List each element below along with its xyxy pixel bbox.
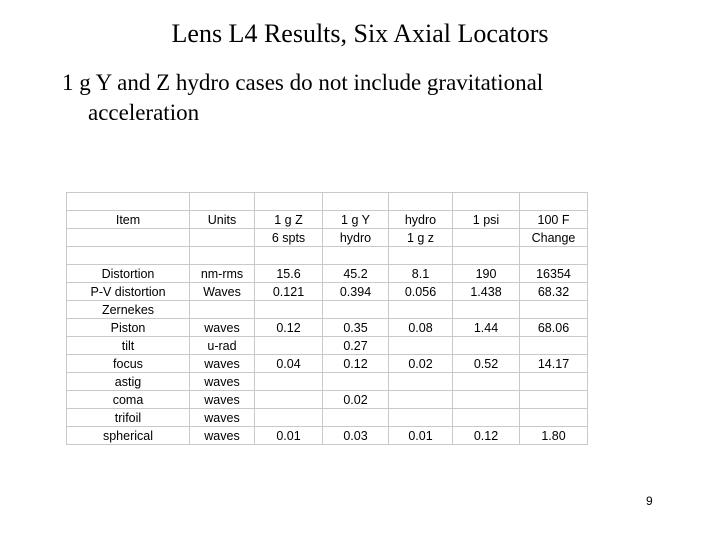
header-row (67, 211, 588, 229)
units-cell (190, 247, 255, 265)
item-cell: focus (67, 355, 190, 373)
value-cell (520, 247, 588, 265)
value-cell: 0.35 (323, 319, 389, 337)
value-cell: 16354 (520, 265, 588, 283)
results-table (66, 192, 588, 445)
units-cell: waves (190, 373, 255, 391)
item-cell: P-V distortion (67, 283, 190, 301)
units-cell: nm-rms (190, 265, 255, 283)
value-cell (453, 391, 520, 409)
empty-cell (255, 193, 323, 211)
value-cell (520, 391, 588, 409)
value-cell: 0.08 (389, 319, 453, 337)
empty-cell (389, 193, 453, 211)
units-cell: waves (190, 427, 255, 445)
value-cell (520, 409, 588, 427)
item-cell (67, 247, 190, 265)
item-cell: Distortion (67, 265, 190, 283)
value-cell (453, 301, 520, 319)
value-cell (323, 247, 389, 265)
value-cell (453, 409, 520, 427)
value-cell (389, 373, 453, 391)
value-cell: 15.6 (255, 265, 323, 283)
value-cell (255, 337, 323, 355)
value-cell (389, 301, 453, 319)
value-cell (255, 301, 323, 319)
table-row (67, 355, 588, 373)
empty-cell (67, 193, 190, 211)
units-cell: waves (190, 355, 255, 373)
value-cell: 0.52 (453, 355, 520, 373)
value-cell: 0.27 (323, 337, 389, 355)
value-cell: 0.02 (323, 391, 389, 409)
value-cell (389, 337, 453, 355)
value-cell (323, 301, 389, 319)
bullet-line-2: acceleration (88, 100, 200, 125)
value-cell (255, 409, 323, 427)
value-cell: 0.056 (389, 283, 453, 301)
value-cell: 0.02 (389, 355, 453, 373)
units-cell: Units (190, 211, 255, 229)
spacer-row (67, 193, 588, 211)
value-cell: 1.44 (453, 319, 520, 337)
value-cell: 14.17 (520, 355, 588, 373)
page-number: 9 (646, 494, 653, 508)
empty-cell (190, 193, 255, 211)
value-cell: hydro (323, 229, 389, 247)
value-cell (520, 373, 588, 391)
table-row (67, 427, 588, 445)
value-cell (520, 301, 588, 319)
table-row (67, 409, 588, 427)
value-cell: 1.80 (520, 427, 588, 445)
value-cell (255, 373, 323, 391)
value-cell: Change (520, 229, 588, 247)
value-cell: 0.394 (323, 283, 389, 301)
value-cell (453, 247, 520, 265)
slide-title: Lens L4 Results, Six Axial Locators (171, 19, 549, 48)
spacer-row (67, 247, 588, 265)
value-cell: 0.03 (323, 427, 389, 445)
value-cell (255, 391, 323, 409)
item-cell: coma (67, 391, 190, 409)
item-cell: tilt (67, 337, 190, 355)
value-cell (453, 373, 520, 391)
value-cell: 1 g z (389, 229, 453, 247)
item-cell: Zernekes (67, 301, 190, 319)
item-cell: astig (67, 373, 190, 391)
value-cell: 6 spts (255, 229, 323, 247)
value-cell (520, 337, 588, 355)
bullet-text (62, 68, 622, 128)
table-row (67, 391, 588, 409)
value-cell: 0.12 (453, 427, 520, 445)
value-cell (255, 247, 323, 265)
value-cell (323, 373, 389, 391)
value-cell: 1 g Z (255, 211, 323, 229)
units-cell: waves (190, 319, 255, 337)
value-cell: hydro (389, 211, 453, 229)
value-cell: 0.01 (389, 427, 453, 445)
table-row (67, 319, 588, 337)
units-cell: Waves (190, 283, 255, 301)
value-cell: 0.12 (323, 355, 389, 373)
value-cell: 1 g Y (323, 211, 389, 229)
table-row (67, 373, 588, 391)
value-cell: 0.121 (255, 283, 323, 301)
results-table-body (67, 193, 588, 445)
value-cell: 190 (453, 265, 520, 283)
units-cell: u-rad (190, 337, 255, 355)
table-row (67, 337, 588, 355)
value-cell (323, 409, 389, 427)
empty-cell (520, 193, 588, 211)
item-cell: Piston (67, 319, 190, 337)
bullet-line-1: 1 g Y and Z hydro cases do not include gravitational (62, 70, 544, 95)
item-cell: trifoil (67, 409, 190, 427)
item-cell: Item (67, 211, 190, 229)
value-cell: 8.1 (389, 265, 453, 283)
item-cell (67, 229, 190, 247)
value-cell (453, 337, 520, 355)
value-cell: 68.06 (520, 319, 588, 337)
empty-cell (453, 193, 520, 211)
value-cell: 45.2 (323, 265, 389, 283)
table-row (67, 283, 588, 301)
value-cell (389, 409, 453, 427)
value-cell: 0.12 (255, 319, 323, 337)
value-cell (453, 229, 520, 247)
value-cell: 0.04 (255, 355, 323, 373)
header-row (67, 229, 588, 247)
units-cell: waves (190, 409, 255, 427)
item-cell: spherical (67, 427, 190, 445)
table-row (67, 265, 588, 283)
value-cell (389, 247, 453, 265)
units-cell (190, 229, 255, 247)
value-cell (389, 391, 453, 409)
units-cell: waves (190, 391, 255, 409)
units-cell (190, 301, 255, 319)
table-row (67, 301, 588, 319)
value-cell: 1 psi (453, 211, 520, 229)
empty-cell (323, 193, 389, 211)
value-cell: 100 F (520, 211, 588, 229)
value-cell: 0.01 (255, 427, 323, 445)
value-cell: 1.438 (453, 283, 520, 301)
value-cell: 68.32 (520, 283, 588, 301)
